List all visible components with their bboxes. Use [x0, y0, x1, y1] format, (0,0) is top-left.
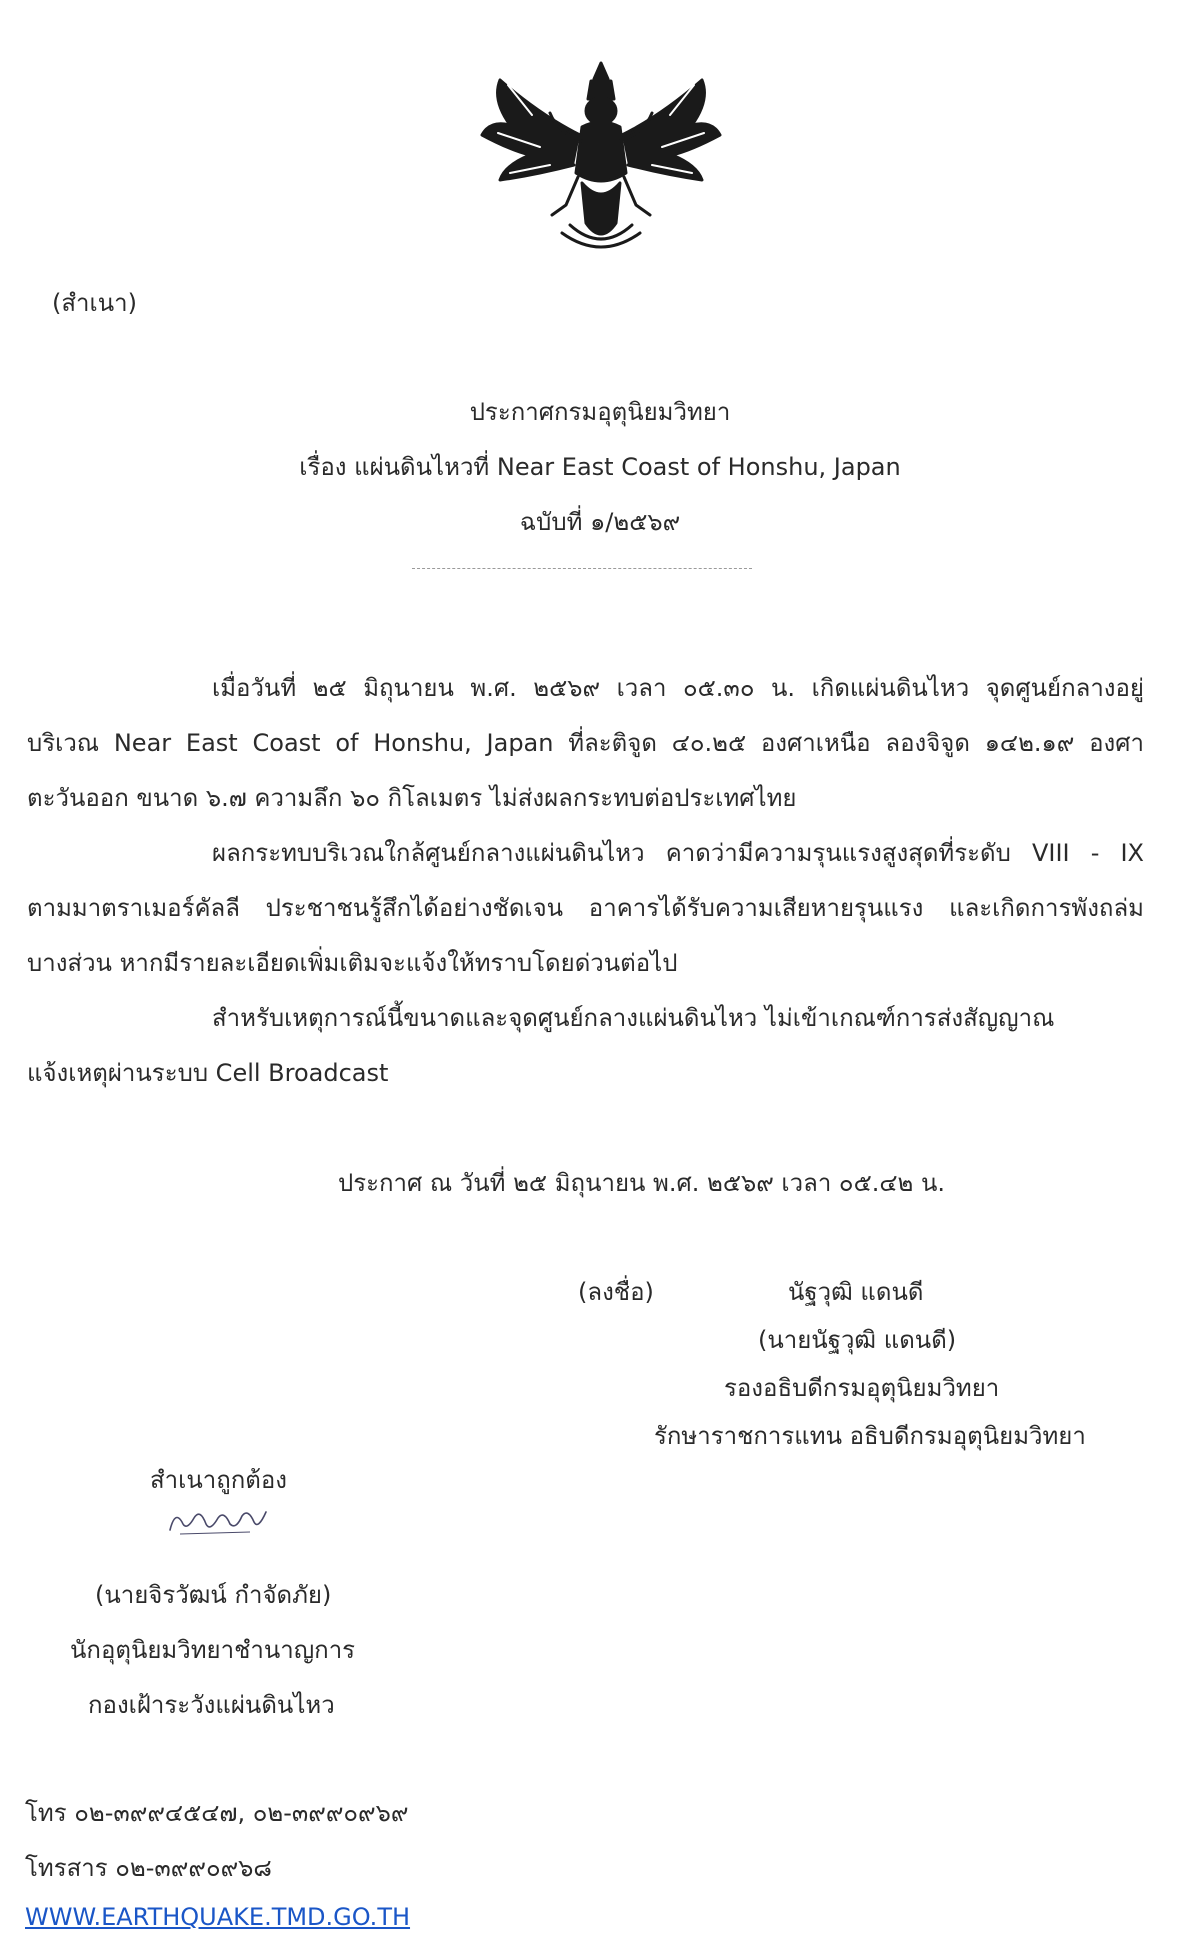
website-link[interactable]: WWW.EARTHQUAKE.TMD.GO.TH: [25, 1903, 411, 1931]
signer-position: รองอธิบดีกรมอุตุนิยมวิทยา: [724, 1374, 1000, 1402]
body-p2-line2: ตามมาตราเมอร์คัลลี ประชาชนรู้สึกได้อย่างชัดเจน อาคารได้รับความเสียหายรุนแรง และเกิดการพังถล่ม: [27, 894, 1144, 922]
certifier-division: กองเฝ้าระวังแผ่นดินไหว: [88, 1691, 335, 1719]
body-p1-line3: ตะวันออก ขนาด ๖.๗ ความลึก ๖๐ กิโลเมตร ไม่ส่งผลกระทบต่อประเทศไทย: [27, 784, 797, 812]
announce-date: ประกาศ ณ วันที่ ๒๕ มิถุนายน พ.ศ. ๒๕๖๙ เวลา ๐๕.๔๒ น.: [338, 1169, 946, 1197]
handwritten-signature: [150, 1500, 280, 1540]
contact-fax: โทรสาร ๐๒-๓๙๙๐๙๖๘: [25, 1854, 272, 1882]
body-p1-line1: เมื่อวันที่ ๒๕ มิถุนายน พ.ศ. ๒๕๖๙ เวลา ๐๕.๓๐ น. เกิดแผ่นดินไหว จุดศูนย์กลางอยู่: [212, 674, 1144, 702]
heading-subject: เรื่อง แผ่นดินไหวที่ Near East Coast of Honshu, Japan: [299, 453, 901, 481]
certifier-full-name: (นายจิรวัฒน์ กำจัดภัย): [95, 1581, 332, 1609]
body-p3-line1: สำหรับเหตุการณ์นี้ขนาดและจุดศูนย์กลางแผ่นดินไหว ไม่เข้าเกณฑ์การส่งสัญญาณ: [212, 1004, 1055, 1032]
signer-full-name: (นายนัฐวุฒิ แดนดี): [758, 1326, 957, 1354]
contact-phone: โทร ๐๒-๓๙๙๔๕๔๗, ๐๒-๓๙๙๐๙๖๙: [25, 1799, 409, 1827]
heading-title: ประกาศกรมอุตุนิยมวิทยา: [469, 398, 731, 426]
certifier-position: นักอุตุนิยมวิทยาชำนาญการ: [70, 1636, 356, 1664]
signer-name: นัฐวุฒิ แดนดี: [788, 1278, 924, 1306]
sign-label: (ลงชื่อ): [578, 1278, 654, 1306]
signer-acting-position: รักษาราชการแทน อธิบดีกรมอุตุนิยมวิทยา: [654, 1422, 1086, 1450]
body-p2-line1: ผลกระทบบริเวณใกล้ศูนย์กลางแผ่นดินไหว คาดว่ามีความรุนแรงสูงสุดที่ระดับ VIII - IX: [212, 839, 1144, 867]
body-p2-line3: บางส่วน หากมีรายละเอียดเพิ่มเติมจะแจ้งให้ทราบโดยด่วนต่อไป: [27, 949, 678, 977]
heading-divider: [412, 568, 752, 569]
garuda-emblem-icon: [470, 55, 732, 255]
certified-copy-label: สำเนาถูกต้อง: [150, 1466, 287, 1494]
heading-issue-number: ฉบับที่ ๑/๒๕๖๙: [519, 508, 681, 536]
copy-label: (สำเนา): [52, 289, 137, 317]
body-p3-line2: แจ้งเหตุผ่านระบบ Cell Broadcast: [27, 1059, 389, 1087]
body-p1-line2: บริเวณ Near East Coast of Honshu, Japan ที่ละติจูด ๔๐.๒๕ องศาเหนือ ลองจิจูด ๑๔๒.๑๙ องศา: [27, 729, 1144, 757]
